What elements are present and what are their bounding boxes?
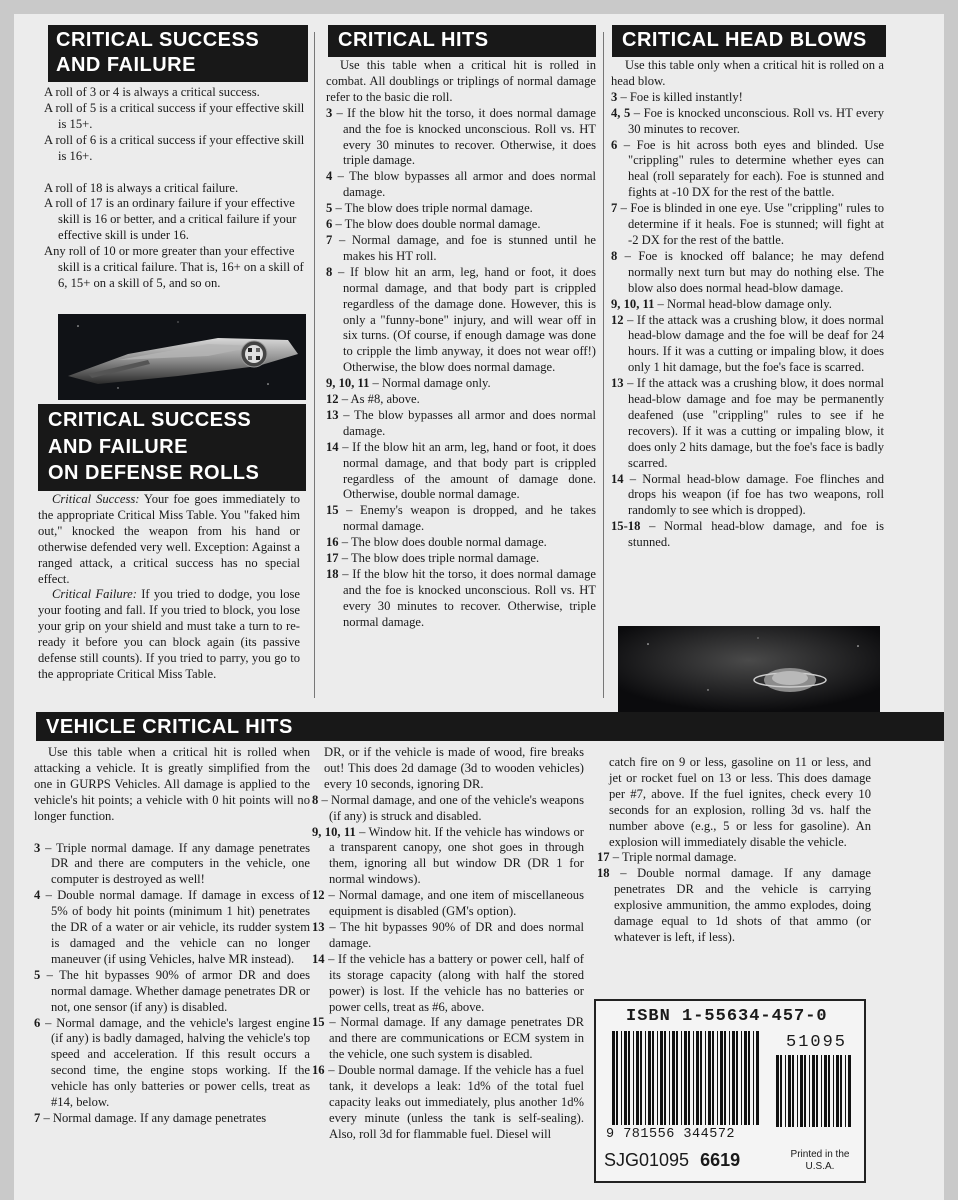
crit-hits-entry-number: 8 bbox=[326, 264, 333, 279]
vehicle-c3-entry-text: Triple normal damage. bbox=[621, 850, 737, 865]
vehicle-c2-entry-number: 15 bbox=[312, 1015, 325, 1030]
head-blows-intro: Use this table only when a critical hit is rolled on a head blow. bbox=[611, 58, 884, 88]
crit-hits-entry: 13 – The blow bypasses all armor and does normal damage. bbox=[326, 407, 596, 438]
crit-hits-entry: 12 – As #8, above. bbox=[326, 392, 420, 407]
vehicle-col3-lead: catch fire on 9 or less, gasoline on 11 or less, and jet or rocket fuel on 13 or less. This does damage per #7, above. If the fuel ignites, check every 10 seconds for an explosion, rolling 3d vs. half the number above (e.g., 5 or less for gasoline). An explosion will immediately disable the vehicle. bbox=[609, 755, 871, 849]
vehicle-c2-entry: 12 – Normal damage, and one item of miscellaneous equipment is disabled (GM's option). bbox=[312, 888, 584, 919]
vehicle-c2-entry-number: 9, 10, 11 bbox=[312, 824, 356, 839]
vehicle-c3-entry-text: Double normal damage. If any damage penetrates DR and the vehicle is carrying explosive ammunition, the ammo explodes, doing damage equal to 1d shots of that ammo (or whatever is left, if less). bbox=[614, 866, 871, 944]
crit-success-title-1: CRITICAL SUCCESS bbox=[56, 29, 260, 51]
head-blows-entry-text: Foe is blinded in one eye. Use "crippling" rules to determine if it heals. Foe is stunned; will fight at -2 DX for the rest of the battle. bbox=[628, 201, 884, 247]
crit-hits-entry: 17 – The blow does triple normal damage. bbox=[326, 551, 540, 566]
ean-digits: 9 781556 344572 bbox=[606, 1127, 736, 1142]
vehicle-c2-entry-number: 8 bbox=[312, 792, 319, 807]
head-blows-entry: 12 – If the attack was a crushing blow, it does normal head-blow damage and the foe will be deaf for 24 hours. If it was a cutting or impaling blow, it does only 1 hit damage, but the foe's face is scarred. bbox=[611, 312, 885, 375]
isbn-box bbox=[594, 999, 866, 1183]
head-blows-entry-number: 13 bbox=[611, 376, 624, 391]
vehicle-c1-entry-number: 7 bbox=[34, 1110, 41, 1125]
defense-p2 bbox=[38, 587, 300, 682]
head-blows-body bbox=[611, 58, 884, 551]
crit-hits-entry: 3 – If the blow hit the torso, it does normal damage and the foe is knocked unconscious. Roll vs. HT every 30 minutes to recover. Otherwise, it does triple damage. bbox=[326, 105, 597, 168]
defense-title-1: CRITICAL SUCCESS bbox=[48, 409, 252, 431]
crit-hits-entry: 7 – Normal damage, and foe is stunned until he makes his HT roll. bbox=[326, 232, 597, 263]
vehicle-c2-entry: 14 – If the vehicle has a battery or power cell, half of its storage capacity (along with half the stored power) is lost. If the vehicle has no batteries or power cells, treat as #6, above. bbox=[312, 951, 584, 1014]
crit-hits-entry-number: 4 bbox=[326, 169, 333, 184]
vehicle-c1-entry-number: 3 bbox=[34, 840, 41, 855]
vehicle-c1-entry-text: The hit bypasses 90% of armor DR and does normal damage. Whether damage penetrates DR or not, one sensor (if any) is disabled. bbox=[51, 967, 310, 1014]
vehicle-c2-entry-number: 13 bbox=[312, 919, 325, 934]
vehicle-c2-entry-text: Normal damage, and one item of miscellaneous equipment is disabled (GM's option). bbox=[329, 888, 584, 919]
vehicle-c1-entry-text: Normal damage. If any damage penetrates bbox=[52, 1110, 267, 1125]
vehicle-col2-lead: DR, or if the vehicle is made of wood, fire breaks out! This does 2d damage (3d to wooden vehicles) every 10 seconds, ignoring DR. bbox=[324, 745, 584, 791]
defense-p1-label: Critical Success: bbox=[52, 492, 140, 506]
vehicle-c3-entry: 17 – Triple normal damage. bbox=[597, 850, 737, 865]
vehicle-c1-entry-number: 6 bbox=[34, 1015, 41, 1030]
crit-hits-entry-number: 16 bbox=[326, 535, 339, 550]
crit-hits-entry-text: The blow does triple normal damage. bbox=[350, 551, 540, 566]
vehicle-c2-entry-number: 14 bbox=[312, 951, 325, 966]
vehicle-intro: Use this table when a critical hit is rolled when attacking a vehicle. It is greatly simplified from the one in GURPS Vehicles. All damage is applied to the vehicle's hit points; a vehicle with 0 hit points will no longer function. bbox=[34, 745, 310, 823]
vehicle-c2-entry-text: If the vehicle has a battery or power cell, half of its storage capacity (along with half the stored power) is lost. If the vehicle has no batteries or power cells, treat as #6, above. bbox=[329, 951, 584, 1014]
vehicle-c2-entry-text: Normal damage. If any damage penetrates DR and there are communications or ECM system in the vehicle, one such system is disabled. bbox=[329, 1015, 584, 1062]
crit-hits-entry: 9, 10, 11 – Normal damage only. bbox=[326, 376, 491, 391]
vehicle-c2-entry: 16 – Double normal damage. If the vehicle has a fuel tank, it develops a leak: 1d% of the total fuel capacity leaks out immediately, plus another 1d% every minute (unless the tank is self-sealing). Also, roll 3d for flammable fuel. Diesel will bbox=[312, 1063, 585, 1141]
crit-hits-entry-number: 18 bbox=[326, 567, 339, 581]
vehicle-c1-entry-text: Double normal damage. If damage in excess of 5% of body hit points (minimum 1 hit) penetrates the DR of a water or air vehicle, its rudder system is damaged and the vehicle can no longer maneuver (if using Vehicles, halve MR instead). bbox=[51, 888, 311, 966]
vehicle-c1-entry-number: 4 bbox=[34, 888, 41, 903]
vehicle-col-3 bbox=[597, 755, 871, 946]
crit-hits-entry: 8 – If blow hit an arm, leg, hand or foot, it does normal damage, and that body part is crippled regardless of the damage done. However, this is only a "funny-bone" injury, and will wear off in six turns. (Of course, if enough damage was done to cripple the limb anyway, it does not wear off!) Otherwise, the blow does normal damage. bbox=[326, 264, 596, 375]
crit-hits-entry-text: The blow does double normal damage. bbox=[344, 217, 541, 232]
crit-hits-entry-text: The blow does triple normal damage. bbox=[344, 201, 533, 216]
vehicle-c2-entry: 15 – Normal damage. If any damage penetrates DR and there are communications or ECM system in the vehicle, one such system is disabled. bbox=[312, 1015, 584, 1062]
vehicle-c1-entry: 5 – The hit bypasses 90% of armor DR and does normal damage. Whether damage penetrates DR or not, one sensor (if any) is disabled. bbox=[34, 967, 310, 1014]
head-blows-entry-text: Normal head-blow damage, and foe is stunned. bbox=[628, 519, 885, 550]
head-blows-entry: 13 – If the attack was a crushing blow, it does normal head-blow damage and foe may be permanently deafened (use "crippling" rules to see if he recovers). If it was a cutting or impaling blow, it does only 2 hits damage, but the foe's face is badly scarred. bbox=[611, 376, 885, 470]
crit-success-p6: Any roll of 10 or more greater than your effective skill is a critical failure. That is, 16+ on a skill of 6, 15+ on a skill of 5, and so on. bbox=[44, 244, 304, 290]
head-blows-entry: 4, 5 – Foe is knocked unconscious. Roll vs. HT every 30 minutes to recover. bbox=[611, 105, 885, 136]
crit-hits-entry-text: If blow hit an arm, leg, hand or foot, it does normal damage, and that body part is crippled regardless of the damage done. However, this is only a "funny-bone" injury, and will wear off in six turns. (Of course, if enough damage was done to cripple the limb anyway, it does not wear off!) Otherwise, the blow does normal damage. bbox=[343, 264, 596, 375]
spaceship-photo bbox=[58, 314, 306, 400]
vehicle-c2-entry-number: 12 bbox=[312, 888, 325, 903]
rulebook-back-cover bbox=[14, 14, 944, 1200]
defense-title-3: ON DEFENSE ROLLS bbox=[48, 462, 260, 484]
head-blows-entry-number: 3 bbox=[611, 89, 618, 104]
vehicle-c2-entry: 8 – Normal damage, and one of the vehicle's weapons (if any) is struck and disabled. bbox=[312, 792, 585, 823]
crit-hits-title: CRITICAL HITS bbox=[338, 29, 489, 51]
head-blows-entry-text: Foe is hit across both eyes and blinded. Use "crippling" rules to determine whether eyes can heal (roll separately for each). Foe is stunned and fights at -10 DX for the rest of the battle. bbox=[628, 137, 884, 200]
sku-number: 6619 bbox=[700, 1150, 741, 1170]
crit-hits-entry-number: 6 bbox=[326, 217, 333, 232]
head-blows-entry-number: 4, 5 bbox=[611, 105, 631, 120]
vehicle-col-1 bbox=[34, 745, 310, 1127]
head-blows-entry: 6 – Foe is hit across both eyes and blinded. Use "crippling" rules to determine whether eyes can heal (roll separately for each). Foe is stunned and fights at -10 DX for the rest of the battle. bbox=[611, 137, 884, 200]
vehicle-c2-entry: 9, 10, 11 – Window hit. If the vehicle has windows or a transparent canopy, one shot goes in through them, ignoring all but window DR (DR 1 for normal windows). bbox=[312, 824, 584, 887]
crit-hits-entry-number: 3 bbox=[326, 105, 333, 120]
head-blows-entry: 9, 10, 11 – Normal head-blow damage only. bbox=[611, 296, 832, 311]
defense-body bbox=[38, 492, 300, 683]
head-blows-entry-text: Normal head-blow damage only. bbox=[666, 296, 832, 311]
column-rule-1 bbox=[314, 32, 315, 698]
crit-success-p4: A roll of 18 is always a critical failure. bbox=[44, 180, 239, 195]
crit-hits-body bbox=[326, 58, 596, 631]
crit-hits-entry: 14 – If the blow hit an arm, leg, hand or foot, it does normal damage, and that body part is crippled regardless of the amount of damage done. Otherwise, double normal damage. bbox=[326, 439, 596, 502]
vehicle-c2-entry-text: Double normal damage. If the vehicle has a fuel tank, it develops a leak: 1d% of the total fuel capacity leaks out immediately, plus another 1d% every minute (unless the tank is self-sealing). Also, roll 3d for flammable fuel. Diesel will bbox=[329, 1063, 585, 1141]
isbn-text: ISBN 1-55634-457-0 bbox=[626, 1007, 828, 1026]
vehicle-c2-entry: 13 – The hit bypasses 90% of DR and does normal damage. bbox=[312, 919, 584, 950]
vehicle-c1-entry-number: 5 bbox=[34, 967, 41, 982]
crit-hits-entry-text: If the blow hit the torso, it does normal damage and the foe is knocked unconscious. Roll vs. HT every 30 minutes to recover. Otherwise, it does triple damage. bbox=[343, 105, 597, 168]
crit-hits-entry-number: 13 bbox=[326, 407, 339, 422]
crit-hits-entry-number: 9, 10, 11 bbox=[326, 376, 370, 391]
crit-hits-entry: 5 – The blow does triple normal damage. bbox=[326, 201, 533, 216]
vehicle-title: VEHICLE CRITICAL HITS bbox=[46, 716, 293, 738]
crit-hits-entry: 15 – Enemy's weapon is dropped, and he takes normal damage. bbox=[326, 503, 596, 534]
crit-hits-entry-text: Normal damage only. bbox=[381, 376, 491, 391]
defense-header bbox=[38, 404, 306, 491]
head-blows-entry: 14 – Normal head-blow damage. Foe flinches and drops his weapon (if foe has two weapons, roll randomly to see which is dropped). bbox=[611, 471, 884, 518]
head-blows-entry-text: If the attack was a crushing blow, it does normal head-blow damage and foe may be permanently deafened (use "crippling" rules to see if he recovers). If it was a cutting or impaling blow, it does only 2 hits damage, but the foe's face is badly scarred. bbox=[628, 376, 885, 470]
head-blows-entry: 15-18 – Normal head-blow damage, and foe is stunned. bbox=[611, 519, 885, 550]
vehicle-c1-entry: 7 – Normal damage. If any damage penetrates bbox=[34, 1110, 267, 1125]
crit-hits-entry: 4 – The blow bypasses all armor and does normal damage. bbox=[326, 169, 596, 200]
crit-hits-entry-number: 7 bbox=[326, 232, 333, 247]
head-blows-entry-number: 6 bbox=[611, 137, 618, 152]
head-blows-entry-text: Normal head-blow damage. Foe flinches and drops his weapon (if foe has two weapons, roll randomly to see which is dropped). bbox=[628, 471, 884, 518]
crit-success-title-2: AND FAILURE bbox=[56, 54, 196, 76]
head-blows-entry-text: Foe is knocked unconscious. Roll vs. HT every 30 minutes to recover. bbox=[628, 105, 885, 136]
crit-hits-entry-text: If the blow hit the torso, it does normal damage and the foe is knocked unconscious. Roll vs. HT every 30 minutes to recover. Otherwise, triple normal damage. bbox=[343, 567, 596, 629]
crit-hits-entry-text: As #8, above. bbox=[350, 392, 420, 407]
crit-hits-entry-text: Normal damage, and foe is stunned until he makes his HT roll. bbox=[343, 232, 597, 263]
crit-hits-entry-text: The blow does double normal damage. bbox=[350, 535, 547, 550]
head-blows-entry: 7 – Foe is blinded in one eye. Use "crippling" rules to determine if it heals. Foe is stunned; will fight at -2 DX for the rest of the battle. bbox=[611, 201, 884, 247]
vehicle-c1-entry-text: Normal damage, and the vehicle's largest engine (if any) is badly damaged, halving the vehicle's top speed and acceleration. If this result occurs a second time, the engine stops working. If the vehicle has only batteries or power cells, treat as #14, below. bbox=[51, 1015, 310, 1110]
vehicle-c3-entry-number: 18 bbox=[597, 866, 610, 881]
crit-hits-entry: 6 – The blow does double normal damage. bbox=[326, 217, 541, 232]
printed-in: Printed in the U.S.A. bbox=[790, 1149, 850, 1172]
crit-success-header bbox=[48, 25, 308, 82]
crit-hits-entry-text: The blow bypasses all armor and does normal damage. bbox=[343, 407, 596, 438]
head-blows-entry: 3 – Foe is killed instantly! bbox=[611, 89, 743, 104]
defense-p1-text: Your foe goes immediately to the appropriate Critical Miss Table. You "faked him out," knocked the weapon from his hand or otherwise defended very well. Exception: Against a ranged attack, a critical success has no special effect. bbox=[38, 492, 300, 586]
head-blows-entry-number: 9, 10, 11 bbox=[611, 296, 655, 311]
crit-success-p5: A roll of 17 is an ordinary failure if your effective skill is 16 or better, and a critical failure if your effective skill is under 16. bbox=[44, 196, 297, 243]
planet-photo bbox=[618, 626, 880, 712]
head-blows-title: CRITICAL HEAD BLOWS bbox=[622, 29, 867, 51]
defense-p1 bbox=[38, 492, 300, 587]
vehicle-c2-entry-number: 16 bbox=[312, 1063, 325, 1078]
head-blows-entry-number: 14 bbox=[611, 471, 624, 486]
vehicle-c1-entry: 3 – Triple normal damage. If any damage penetrates DR and there are computers in the vehicle, one computer is destroyed as well! bbox=[34, 840, 310, 887]
vehicle-c2-entry-text: The hit bypasses 90% of DR and does normal damage. bbox=[329, 919, 584, 950]
crit-success-p1: A roll of 3 or 4 is always a critical success. bbox=[44, 85, 260, 99]
crit-hits-entry-text: The blow bypasses all armor and does normal damage. bbox=[343, 169, 596, 200]
column-rule-2 bbox=[603, 32, 604, 698]
sku-code: SJG01095 bbox=[604, 1150, 690, 1170]
head-blows-entry-text: If the attack was a crushing blow, it does normal head-blow damage and the foe will be deaf for 24 hours. If it was a cutting or impaling blow, it does only 1 hit damage, but the foe's face is scarred. bbox=[628, 312, 885, 375]
vehicle-c1-entry: 6 – Normal damage, and the vehicle's largest engine (if any) is badly damaged, halving the vehicle's top speed and acceleration. If this result occurs a second time, the engine stops working. If the vehicle has only batteries or power cells, treat as #14, below. bbox=[34, 1015, 310, 1110]
price-code: 51095 bbox=[786, 1033, 848, 1052]
head-blows-entry-text: Foe is knocked off balance; he may defend normally next turn but may do nothing else. The blow also does normal head-blow damage. bbox=[628, 248, 885, 295]
head-blows-entry-number: 15-18 bbox=[611, 519, 641, 534]
sku-line bbox=[604, 1150, 740, 1171]
vehicle-c3-entry-number: 17 bbox=[597, 850, 610, 865]
head-blows-entry-text: Foe is killed instantly! bbox=[629, 89, 743, 104]
price-barcode bbox=[774, 1055, 852, 1135]
vehicle-c2-entry-text: Window hit. If the vehicle has windows or a transparent canopy, one shot goes in through them, ignoring all but window DR (DR 1 for normal windows). bbox=[329, 824, 584, 887]
vehicle-header bbox=[36, 712, 944, 741]
head-blows-entry-number: 12 bbox=[611, 312, 624, 327]
head-blows-entry-number: 7 bbox=[611, 201, 618, 216]
crit-success-p2: A roll of 5 is a critical success if your effective skill is 15+. bbox=[44, 100, 305, 131]
head-blows-entry-number: 8 bbox=[611, 248, 618, 263]
crit-hits-entry-number: 12 bbox=[326, 392, 339, 407]
crit-hits-entry-text: If the blow hit an arm, leg, hand or foot, it does normal damage, and that body part is crippled regardless of the amount of damage done. Otherwise, double normal damage. bbox=[343, 439, 596, 502]
vehicle-c2-entry-text: Normal damage, and one of the vehicle's weapons (if any) is struck and disabled. bbox=[329, 792, 585, 823]
defense-title-2: AND FAILURE bbox=[48, 435, 188, 458]
crit-hits-entry-number: 17 bbox=[326, 551, 339, 566]
crit-hits-entry-number: 15 bbox=[326, 503, 339, 518]
vehicle-col-2 bbox=[312, 745, 584, 1143]
vehicle-c3-entry: 18 – Double normal damage. If any damage penetrates DR and the vehicle is carrying explosive ammunition, the ammo explodes, doing damage equal to 1d shots of that ammo (or whatever is left, if less). bbox=[597, 866, 871, 944]
crit-success-body bbox=[44, 85, 308, 292]
crit-hits-intro: Use this table when a critical hit is rolled in combat. All doublings or triplings of normal damage refer to the basic die roll. bbox=[326, 58, 596, 104]
vehicle-c1-entry-text: Triple normal damage. If any damage penetrates DR and there are computers in the vehicle, one computer is destroyed as well! bbox=[51, 840, 310, 887]
head-blows-header bbox=[612, 25, 886, 57]
crit-hits-entry-number: 5 bbox=[326, 201, 333, 216]
crit-hits-entry: 16 – The blow does double normal damage. bbox=[326, 535, 547, 550]
crit-hits-header bbox=[328, 25, 596, 57]
crit-hits-entry-number: 14 bbox=[326, 439, 339, 454]
defense-p2-label: Critical Failure: bbox=[52, 587, 137, 602]
crit-success-p3: A roll of 6 is a critical success if your effective skill is 16+. bbox=[44, 132, 305, 163]
vehicle-c1-entry: 4 – Double normal damage. If damage in excess of 5% of body hit points (minimum 1 hit) penetrates the DR of a water or air vehicle, its rudder system is damaged and the vehicle can no longer maneuver (if using Vehicles, halve MR instead). bbox=[34, 888, 311, 966]
head-blows-entry: 8 – Foe is knocked off balance; he may defend normally next turn but may do nothing else. The blow also does normal head-blow damage. bbox=[611, 248, 885, 295]
defense-p2-text: If you tried to dodge, you lose your footing and fall. If you tried to block, you lose your grip on your shield and must take a turn to re-ready it before you can block again (its passive defense still counts). If you tried to parry, you go to the appropriate Critical Miss Table. bbox=[38, 587, 300, 681]
crit-hits-entry: 18 – If the blow hit the torso, it does normal damage and the foe is knocked unconscious. Roll vs. HT every 30 minutes to recover. Otherwise, triple normal damage. bbox=[326, 567, 596, 629]
crit-hits-entry-text: Enemy's weapon is dropped, and he takes normal damage. bbox=[343, 503, 596, 534]
